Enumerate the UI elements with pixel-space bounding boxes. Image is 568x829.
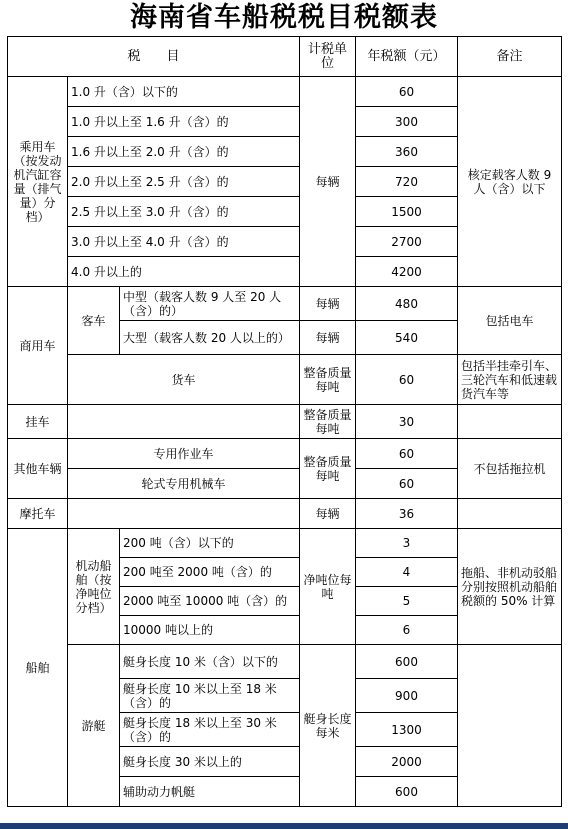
motor-ship-unit: 净吨位每吨	[300, 529, 356, 645]
yacht-row-amount: 600	[356, 645, 458, 679]
other-unit: 整备质量每吨	[300, 439, 356, 499]
truck-label: 货车	[68, 355, 300, 405]
bus-row-amount: 540	[356, 321, 458, 355]
other-row-label: 专用作业车	[68, 439, 300, 469]
passenger-row-label: 3.0 升以上至 4.0 升（含）的	[68, 227, 300, 257]
yacht-row-label: 艇身长度 30 米以上的	[120, 747, 300, 777]
yacht-row-label: 艇身长度 10 米（含）以下的	[120, 645, 300, 679]
motor-ship-row-label: 200 吨至 2000 吨（含）的	[120, 558, 300, 587]
motor-ship-row-amount: 3	[356, 529, 458, 558]
table-row	[8, 287, 562, 321]
yacht-row-label: 艇身长度 18 米以上至 30 米（含）的	[120, 713, 300, 747]
truck-amount: 60	[356, 355, 458, 405]
trailer-unit: 整备质量每吨	[300, 405, 356, 439]
other-row-label: 轮式专用机械车	[68, 469, 300, 499]
bus-label: 客车	[68, 287, 120, 355]
truck-unit: 整备质量每吨	[300, 355, 356, 405]
bottom-bar	[0, 823, 568, 829]
header-item: 税 目	[8, 37, 300, 77]
passenger-row-label: 1.0 升（含）以下的	[68, 77, 300, 107]
motorcycle-unit: 每辆	[300, 499, 356, 529]
table-row	[8, 77, 562, 107]
motor-ship-note: 拖船、非机动驳船分别按照机动船舶税额的 50% 计算	[458, 529, 562, 645]
passenger-row-amount: 60	[356, 77, 458, 107]
other-note: 不包括拖拉机	[458, 439, 562, 499]
passenger-unit: 每辆	[300, 77, 356, 287]
trailer-amount: 30	[356, 405, 458, 439]
table-row	[8, 499, 562, 529]
motorcycle-amount: 36	[356, 499, 458, 529]
motor-ship-row-label: 2000 吨至 10000 吨（含）的	[120, 587, 300, 616]
yacht-row-amount: 1300	[356, 713, 458, 747]
yacht-row-amount: 900	[356, 679, 458, 713]
header-amount: 年税额（元）	[356, 37, 458, 77]
yacht-row-label: 辅助动力帆艇	[120, 777, 300, 807]
bus-row-unit: 每辆	[300, 321, 356, 355]
table-row	[8, 645, 562, 679]
passenger-row-label: 1.0 升以上至 1.6 升（含）的	[68, 107, 300, 137]
motor-ship-row-amount: 6	[356, 616, 458, 645]
header-note: 备注	[458, 37, 562, 77]
truck-note: 包括半挂牵引车、三轮汽车和低速载货汽车等	[458, 355, 562, 405]
table-row	[8, 529, 562, 558]
motor-ship-label: 机动船舶（按净吨位分档）	[68, 529, 120, 645]
page-title: 海南省车船税税目税额表	[130, 2, 438, 33]
commercial-category: 商用车	[8, 287, 68, 405]
motor-ship-row-amount: 4	[356, 558, 458, 587]
ship-category: 船舶	[8, 529, 68, 807]
yacht-label: 游艇	[68, 645, 120, 807]
passenger-row-amount: 1500	[356, 197, 458, 227]
motor-ship-row-label: 10000 吨以上的	[120, 616, 300, 645]
tax-rate-table	[7, 36, 562, 807]
table-row	[8, 355, 562, 405]
motor-ship-row-amount: 5	[356, 587, 458, 616]
passenger-row-amount: 720	[356, 167, 458, 197]
bus-row-unit: 每辆	[300, 287, 356, 321]
passenger-row-amount: 4200	[356, 257, 458, 287]
motorcycle-category: 摩托车	[8, 499, 68, 529]
passenger-note: 核定载客人数 9 人（含）以下	[458, 77, 562, 287]
yacht-unit: 艇身长度每米	[300, 645, 356, 807]
yacht-row-amount: 600	[356, 777, 458, 807]
table-row	[8, 405, 562, 439]
table-row	[8, 439, 562, 469]
other-row-amount: 60	[356, 439, 458, 469]
passenger-row-amount: 300	[356, 107, 458, 137]
passenger-row-label: 4.0 升以上的	[68, 257, 300, 287]
table-header-row	[8, 37, 562, 77]
passenger-category: 乘用车（按发动机汽缸容量（排气量）分档）	[8, 77, 68, 287]
passenger-row-amount: 2700	[356, 227, 458, 257]
passenger-row-label: 2.5 升以上至 3.0 升（含）的	[68, 197, 300, 227]
passenger-row-label: 1.6 升以上至 2.0 升（含）的	[68, 137, 300, 167]
bus-row-amount: 480	[356, 287, 458, 321]
yacht-row-amount: 2000	[356, 747, 458, 777]
passenger-row-amount: 360	[356, 137, 458, 167]
bus-note: 包括电车	[458, 287, 562, 355]
other-category: 其他车辆	[8, 439, 68, 499]
bus-row-label: 中型（载客人数 9 人至 20 人（含）的）	[120, 287, 300, 321]
trailer-category: 挂车	[8, 405, 68, 439]
header-unit: 计税单位	[300, 37, 356, 77]
yacht-row-label: 艇身长度 10 米以上至 18 米（含）的	[120, 679, 300, 713]
motor-ship-row-label: 200 吨（含）以下的	[120, 529, 300, 558]
passenger-row-label: 2.0 升以上至 2.5 升（含）的	[68, 167, 300, 197]
other-row-amount: 60	[356, 469, 458, 499]
bus-row-label: 大型（载客人数 20 人以上的）	[120, 321, 300, 355]
